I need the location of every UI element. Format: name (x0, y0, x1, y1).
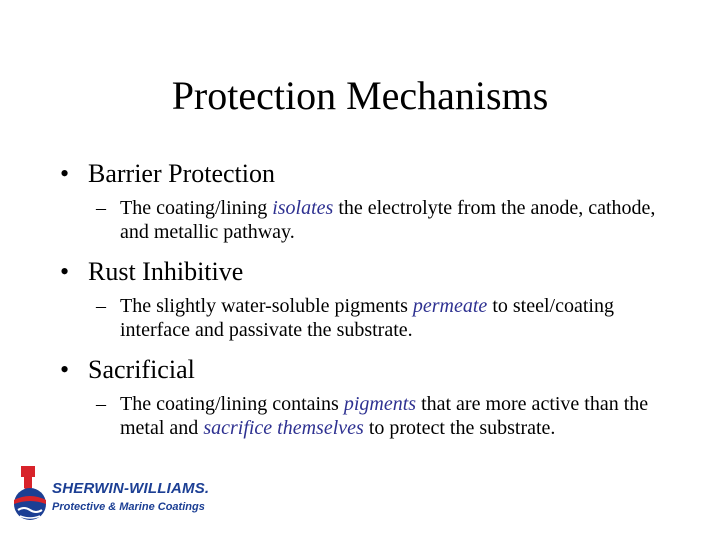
emphasis-text: sacrifice themselves (203, 417, 364, 439)
sub-text: that are more active than the metal and (120, 393, 649, 439)
logo-tagline: Protective & Marine Coatings (52, 501, 205, 513)
bullet-list (60, 158, 680, 440)
sub-text: The coating/lining contains (120, 393, 344, 415)
sub-text: to protect the substrate. (363, 417, 556, 439)
bullet-rust-inhibitive (60, 256, 680, 288)
bullet-sacrificial (60, 354, 680, 386)
sub-text: the electrolyte from the anode, cathode, and metallic pathway. (120, 197, 656, 243)
paint-can-icon (21, 466, 35, 477)
sherwin-williams-logo (10, 464, 230, 530)
bullet-barrier-protection (60, 158, 680, 190)
sub-text: The coating/lining (120, 197, 273, 219)
bullet-dot: • (60, 257, 70, 286)
emphasis-text: isolates (272, 197, 334, 219)
logo-name: SHERWIN-WILLIAMS. (52, 480, 210, 497)
sub-bullet-barrier (60, 196, 680, 244)
cover-the-earth-icon (10, 464, 50, 526)
sub-bullet-rust (60, 294, 680, 342)
sub-text: to steel/coating interface and passivate the substrate. (120, 295, 614, 341)
bullet-heading: Rust Inhibitive (88, 257, 244, 286)
bullet-heading: Barrier Protection (88, 159, 275, 188)
sub-dash: – (96, 295, 106, 317)
emphasis-text: pigments (343, 393, 417, 415)
bullet-dot: • (60, 159, 70, 188)
bullet-dot: • (60, 355, 70, 384)
sub-text: The slightly water-soluble pigments (120, 295, 413, 317)
sub-dash: – (96, 393, 106, 415)
emphasis-text: permeate (412, 295, 488, 317)
slide-title: Protection Mechanisms (171, 73, 549, 118)
globe-icon (14, 488, 46, 520)
sub-bullet-sacrificial (60, 392, 680, 440)
bullet-heading: Sacrificial (88, 355, 195, 384)
sub-dash: – (96, 197, 106, 219)
